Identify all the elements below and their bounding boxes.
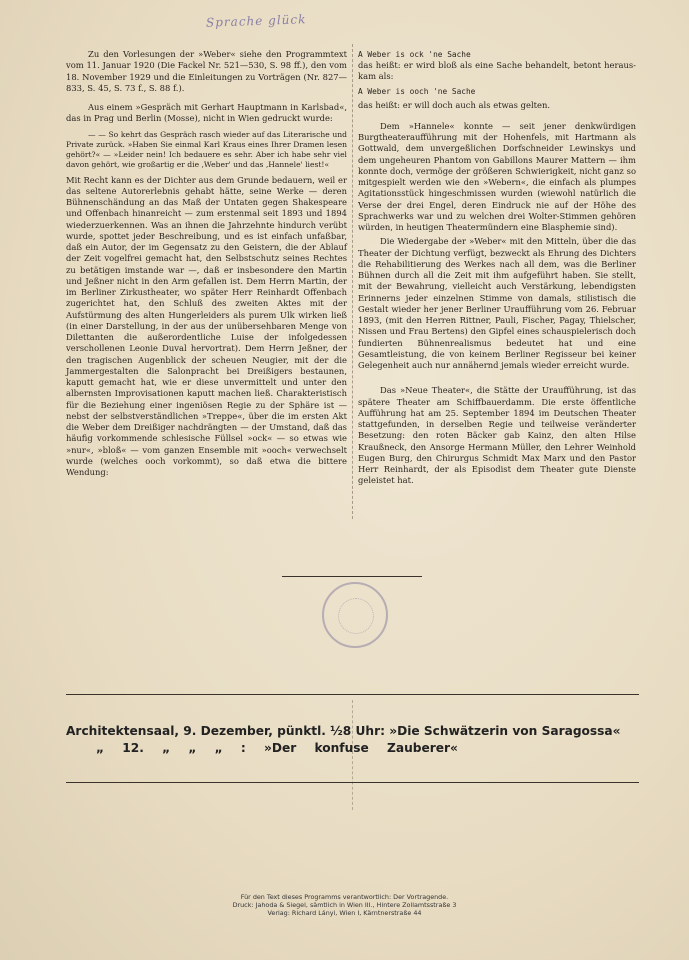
dialect-example-1: A Weber is ock 'ne Sache (358, 50, 471, 59)
dialect-example-2: A Weber is ooch 'ne Sache (358, 86, 476, 96)
announcement-line-2: „ 12. „ „ „ : »Der konfuse Zauberer« (96, 741, 458, 755)
lower-column-divider (352, 700, 353, 810)
left-column (66, 49, 347, 478)
imprint-line-2: Druck: Jahoda & Siegel, sämtlich in Wien III., Hintere Zollamtsstraße 3 (232, 901, 457, 909)
weber-reproduction-paragraph: Die Wiedergabe der »Weber« mit den Mitteln, über die das Theater der Dichtung verfügt, bezweckt als Ehrung des Dichters die Rehabilitierung des Werkes nach all dem, was die Berliner Bühnen durch all die Zeit mit ihm aufgeführt haben. Sie stellt, mit der Bewahrung, vielleicht auch Verstärkung, lebendigsten Erinnerns jeder einzelnen Stimme von damals, stilistisch die Gestalt wieder her jener Berliner Uraufführung vom 26. Februar 1893, (mit den Herren Rittner, Pauli, Fischer, Pagay, Thielscher, Nissen und Frau Bertens) den Gipfel eines schauspielerisch doch fundierten Bühnenrealismus bedeutet hat und eine Gesamtleistung, die von keinem Berliner Regisseur bei keiner Gelegenheit auch nur annähernd jemals wieder erreicht wurde. (358, 236, 636, 370)
hauptmann-intro: Aus einem »Gespräch mit Gerhart Hauptmann in Karlsbad«, das in Prag und Berlin (Mosse), nicht in Wien gedruckt wurde: (66, 102, 347, 124)
column-divider (352, 44, 353, 519)
imprint-line-1: Für den Text dieses Programms verantwortlich: Der Vortragende. (240, 893, 449, 901)
announcement-line-1: Architektensaal, 9. Dezember, pünktl. ½8 Uhr: »Die Schwätzerin von Saragossa« (66, 724, 621, 738)
library-stamp (322, 582, 388, 648)
dialect-explanation-1: das heißt: er wird bloß als eine Sache behandelt, betont heraus-kam als: (358, 60, 636, 82)
short-rule (282, 576, 422, 577)
announcement-top-rule (66, 694, 639, 695)
intro-paragraph: Zu den Vorlesungen der »Weber« siehe den Programmtext vom 11. Januar 1920 (Die Fackel Nr. 521—530, S. 98 ff.), den vom 18. November 1929 und die Einleitungen zu Vorträgen (Nr. 827—833, S. 45, S. 73 f., S. 88 f.). (66, 49, 347, 93)
main-paragraph: Mit Recht kann es der Dichter aus dem Grunde bedauern, weil er das seltene Autorerlebnis gehabt hätte, seine Werke — deren Bühnenschändung an das Maß der Untaten gegen Shakespeare und Offenbach hinanreicht — zum erstenmal seit 1893 und 1894 wiederzuerkennen. Was an ihnen die Jahrzehnte hindurch verübt wurde, spottet jeder Beschreibung, und es ist einfach unfaßbar, daß ein Autor, der im Gegensatz zu den Geistern, die der Ablauf der Zeit vogelfrei gemacht hat, den Selbstschutz seines Rechtes zu betätigen imstande war —, daß er insbesondere den Martin und Jeßner nicht in den Arm gefallen ist. Dem Herrn Martin, der im Berliner Zirkustheater, wo später Herr Reinhardt Offenbach zugerichtet hat, den Schluß des zweiten Aktes mit der Aufstürmung des alten Hungerleiders als purem Ulk wirken ließ (in einer Darstellung, in der aus der unübersehbaren Menge von Dilettanten die außerordentliche Luise der infolgedessen verschollenen Leonie Duval hervortrat). Dem Herrn Jeßner, der den tragischen Augenblick der scheuen Neugier, mit der die Jammergestalten die Salonpracht bei Dreißigers bestaunen, kaputt gemacht hat, wie er diese unvermittelt und unter den albernsten Improvisationen kaputt machen ließ. Charakteristisch für die Beziehung einer ingeniösen Regie zu der Sphäre ist — nebst der selbstverständlichen »Treppe«, über die im ersten Akt die Weber dem Dreißiger nachdrängten — der Umstand, daß das häufig vorkommende schlesische Füllsel »ock« — so etwas wie »nur«, »bloß« — vom ganzen Ensemble mit »ooch« verwechselt wurde (welches ooch vorkommt), so daß etwa die bittere Wendung: (66, 174, 347, 477)
right-column (358, 49, 636, 487)
imprint-line-3: Verlag: Richard Lányi, Wien I, Kärntnerstraße 44 (267, 909, 422, 917)
handwritten-note: Sprache glück (205, 12, 307, 30)
quote-block: — — So kehrt das Gespräch rasch wieder auf das Literarische und Private zurück. »Haben Sie einmal Karl Kraus eines Ihrer Dramen lesen gehört?« — »Leider nein! Ich bedauere es sehr. Aber ich habe sehr viel davon gehört, wie großartig er die ‚Weber' und das ‚Hannele' liest!« (66, 129, 347, 169)
announcement-bottom-rule (66, 782, 639, 783)
neues-theater-paragraph: Das »Neue Theater«, die Stätte der Uraufführung, ist das spätere Theater am Schiffbauerdamm. Die erste öffentliche Aufführung hat am 25. September 1894 im Deutschen Theater stattgefunden, in derselben Regie und teilweise veränderter Besetzung: den roten Bäcker gab Kainz, den alten Hilse Kraußneck, den Ansorge Hermann Müller, den Lehrer Weinhold Eugen Burg, den Chirurgus Schmidt Max Marx und den Pastor Herr Reinhardt, der als Episodist dem Theater gute Dienste geleistet hat. (358, 385, 636, 486)
dialect-explanation-2: das heißt: er will doch auch als etwas gelten. (358, 99, 551, 110)
hannele-paragraph: Dem »Hannele« konnte — seit jener denkwürdigen Burgtheateraufführung mit der Hohenfels, mit Hartmann als Gottwald, dem unvergeßlichen Dorfschneider Lewinskys und dem ungeheuren Phantom von Gabillons Maurer Mattern — ihm konnte doch, vermöge der größeren Schwierigkeit, nicht ganz so mitgespielt werden wie den »Webern«, die einfach als plumpes Agitationsstück hingeschmissen wurden (wiewohl natürlich die Verse der drei Engel, deren Eindruck nie auf der Höhe des Sprachwerks war und zu welchen drei Wolter-Stimmen gehören würden, in heutigen Theatermündern eine Blasphemie sind). (358, 120, 636, 232)
